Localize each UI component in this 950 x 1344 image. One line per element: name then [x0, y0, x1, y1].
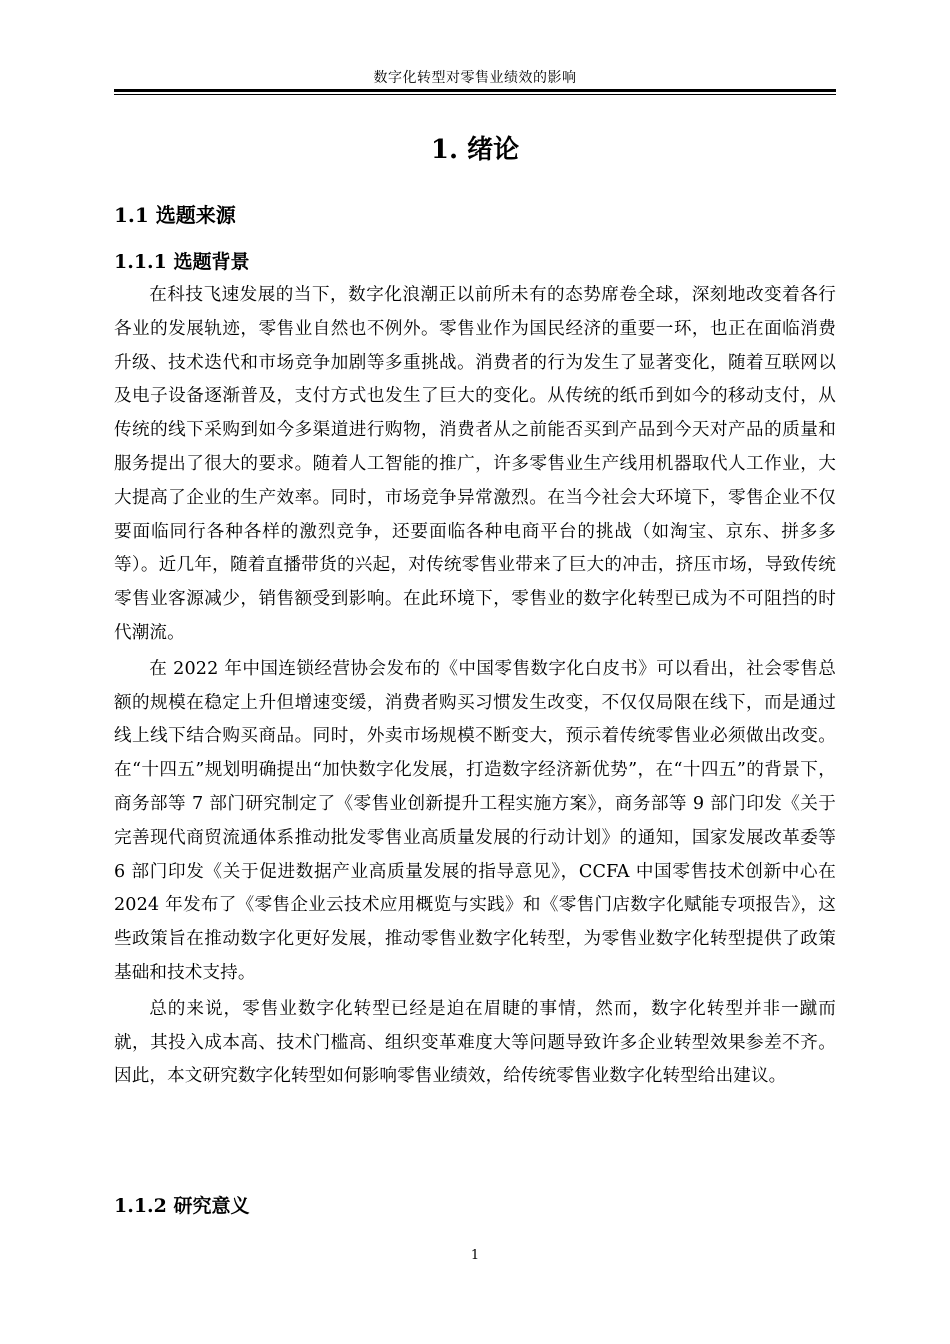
body-text — [114, 279, 836, 1096]
paragraph: 在 2022 年中国连锁经营协会发布的《中国零售数字化白皮书》可以看出，社会零售总额的规模在稳定上升但增速变缓，消费者购买习惯发生改变，不仅仅局限在线下，而是通过线上线下结合购买商品。同时，外卖市场规模不断变大，预示着传统零售业必须做出改变。在“十四五”规划明确提出“加快数字化发展，打造数字经济新优势”，在“十四五”的背景下，商务部等 7 部门研究制定了《零售业创新提升工程实施方案》，商务部等 9 部门印发《关于完善现代商贸流通体系推动批发零售业高质量发展的行动计划》的通知，国家发展改革委等 6 部门印发《关于促进数据产业高质量发展的指导意见》，CCFA 中国零售技术创新中心在 2024 年发布了《零售企业云技术应用概览与实践》和《零售门店数字化赋能专项报告》，这些政策旨在推动数字化更好发展，推动零售业数字化转型，为零售业数字化转型提供了政策基础和技术支持。 — [114, 658, 836, 983]
header-rule-thin — [114, 94, 836, 95]
subsection-title-significance: 1.1.2 研究意义 — [114, 1195, 250, 1217]
paragraph: 总的来说，零售业数字化转型已经是迫在眉睫的事情，然而，数字化转型并非一蹴而就，其投入成本高、技术门槛高、组织变革难度大等问题导致许多企业转型效果参差不齐。因此，本文研究数字化转型如何影响零售业绩效，给传统零售业数字化转型给出建议。 — [114, 998, 836, 1087]
section-title: 1.1 选题来源 — [114, 203, 236, 227]
running-header: 数字化转型对零售业绩效的影响 — [373, 70, 577, 86]
chapter-title: 1. 绪论 — [430, 135, 520, 165]
subsection-title-background: 1.1.1 选题背景 — [114, 251, 250, 273]
paragraph: 在科技飞速发展的当下，数字化浪潮正以前所未有的态势席卷全球，深刻地改变着各行各业的发展轨迹，零售业自然也不例外。零售业作为国民经济的重要一环，也正在面临消费升级、技术迭代和市场竞争加剧等多重挑战。消费者的行为发生了显著变化，随着互联网以及电子设备逐渐普及，支付方式也发生了巨大的变化。从传统的纸币到如今的移动支付，从传统的线下采购到如今多渠道进行购物，消费者从之前能否买到产品到今天对产品的质量和服务提出了很大的要求。随着人工智能的推广，许多零售业生产线用机器取代人工作业，大大提高了企业的生产效率。同时，市场竞争异常激烈。在当今社会大环境下，零售企业不仅要面临同行各种各样的激烈竞争，还要面临各种电商平台的挑战（如淘宝、京东、拼多多等）。近几年，随着直播带货的兴起，对传统零售业带来了巨大的冲击，挤压市场，导致传统零售业客源减少，销售额受到影响。在此环境下，零售业的数字化转型已成为不可阻挡的时代潮流。 — [114, 285, 836, 643]
header-rule-thick — [114, 89, 836, 92]
page-number: 1 — [470, 1248, 480, 1263]
